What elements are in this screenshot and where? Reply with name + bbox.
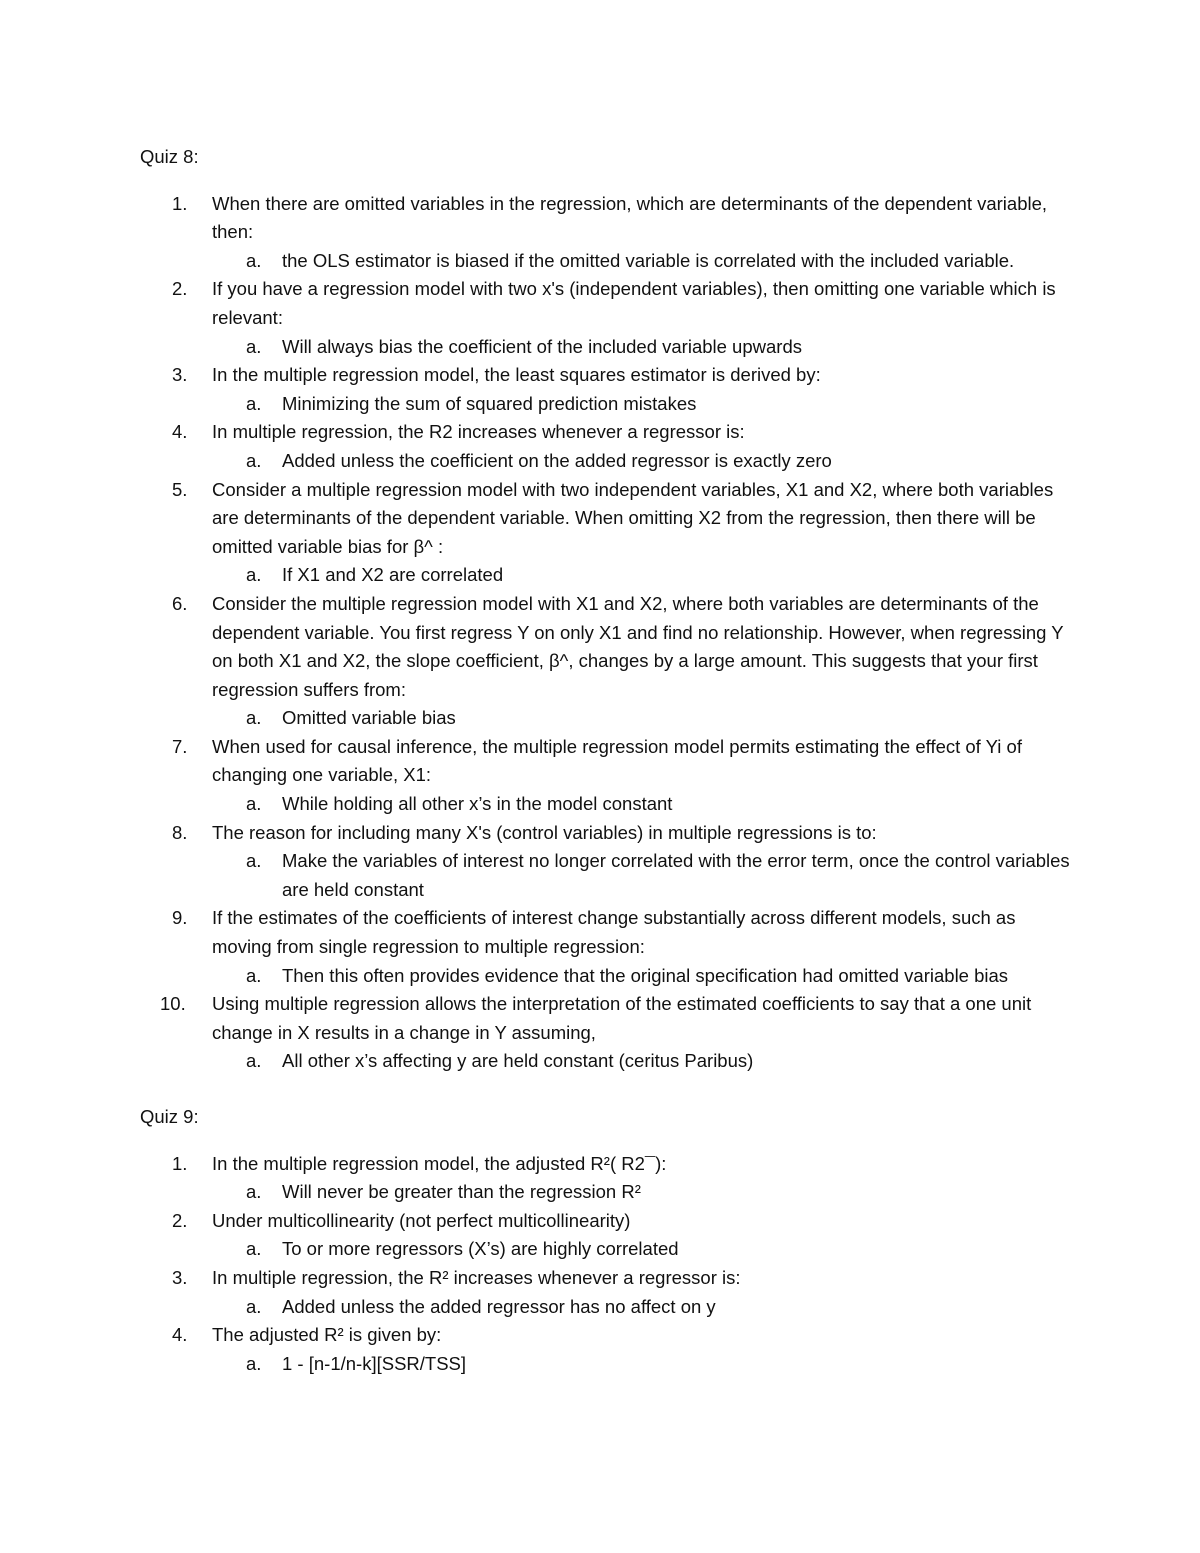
question-item: [140, 190, 1080, 276]
question-item: [140, 275, 1080, 361]
answer-text: Omitted variable bias: [282, 707, 456, 729]
answer-text: Minimizing the sum of squared prediction mistakes: [282, 392, 697, 414]
answer-letter: a.: [246, 850, 262, 872]
question-item: [140, 476, 1080, 590]
question-list: [140, 190, 1080, 1076]
question-number: 2.: [172, 1209, 188, 1231]
question-number: 4.: [172, 421, 188, 443]
answer-letter: a.: [246, 1181, 262, 1203]
question-text: In multiple regression, the R² increases whenever a regressor is:: [212, 1266, 741, 1288]
quiz-section: [140, 143, 1080, 1076]
question-number: 2.: [172, 278, 188, 300]
answer-letter: a.: [246, 1352, 262, 1374]
answer-letter: a.: [246, 249, 262, 271]
answer-text: If X1 and X2 are correlated: [282, 564, 504, 586]
answer-item: [140, 1350, 1080, 1379]
question-number: 3.: [172, 1266, 188, 1288]
question-number: 7.: [172, 735, 188, 757]
answer-item: [140, 962, 1080, 991]
question-item: [140, 733, 1080, 819]
question-number: 5.: [172, 478, 188, 500]
question-text: Consider the multiple regression model with X1 and X2, where both variables are determinants of the dependent variable. You first regress Y on only X1 and find no relationship. However, when regressing Y on both X1 and X2, the slope coefficient, β^, changes by a large amount. This suggests that your first regression suffers from:: [212, 592, 1064, 700]
question-text: In multiple regression, the R2 increases whenever a regressor is:: [212, 421, 745, 443]
answer-item: [140, 704, 1080, 733]
question-text: If you have a regression model with two x's (independent variables), then omitting one variable which is relevant:: [212, 278, 1056, 328]
quiz-title: Quiz 8:: [140, 146, 199, 167]
answer-item: [140, 847, 1080, 904]
answer-letter: a.: [246, 1295, 262, 1317]
answer-text: To or more regressors (X’s) are highly correlated: [282, 1238, 679, 1260]
answer-letter: a.: [246, 1050, 262, 1072]
question-item: [140, 1150, 1080, 1207]
question-item: [140, 361, 1080, 418]
answer-text: the OLS estimator is biased if the omitted variable is correlated with the included variable.: [282, 249, 1015, 271]
answer-item: [140, 247, 1080, 276]
answer-text: Then this often provides evidence that the original specification had omitted variable bias: [282, 964, 1009, 986]
answer-text: Will never be greater than the regression R²: [282, 1181, 641, 1203]
answer-item: [140, 390, 1080, 419]
question-number: 1.: [172, 192, 188, 214]
question-number: 6.: [172, 592, 188, 614]
document-body: [140, 143, 1080, 1378]
answer-letter: a.: [246, 335, 262, 357]
question-text: The reason for including many X's (control variables) in multiple regressions is to:: [212, 821, 877, 843]
question-text: The adjusted R² is given by:: [212, 1324, 442, 1346]
answer-item: [140, 333, 1080, 362]
answer-text: While holding all other x’s in the model constant: [282, 793, 673, 815]
answer-item: [140, 790, 1080, 819]
answer-item: [140, 447, 1080, 476]
answer-item: [140, 1293, 1080, 1322]
answer-letter: a.: [246, 1238, 262, 1260]
answer-text: Added unless the coefficient on the added regressor is exactly zero: [282, 449, 832, 471]
answer-letter: a.: [246, 449, 262, 471]
question-item: [140, 819, 1080, 905]
question-number: 10.: [160, 993, 186, 1015]
quiz-title: Quiz 9:: [140, 1106, 199, 1127]
question-number: 9.: [172, 907, 188, 929]
answer-item: [140, 1235, 1080, 1264]
answer-letter: a.: [246, 707, 262, 729]
answer-letter: a.: [246, 964, 262, 986]
answer-text: Make the variables of interest no longer correlated with the error term, once the control variables are held constant: [282, 850, 1070, 900]
question-item: [140, 904, 1080, 990]
question-text: Consider a multiple regression model with two independent variables, X1 and X2, where both variables are determinants of the dependent variable. When omitting X2 from the regression, then there will be omitted variable bias for β^ :: [212, 478, 1054, 557]
question-text: In the multiple regression model, the least squares estimator is derived by:: [212, 364, 821, 386]
answer-letter: a.: [246, 392, 262, 414]
question-number: 1.: [172, 1152, 188, 1174]
question-item: [140, 1264, 1080, 1321]
question-item: [140, 990, 1080, 1076]
answer-item: [140, 1047, 1080, 1076]
answer-text: Will always bias the coefficient of the included variable upwards: [282, 335, 802, 357]
question-text: If the estimates of the coefficients of interest change substantially across different models, such as moving from single regression to multiple regression:: [212, 907, 1016, 958]
answer-item: [140, 1178, 1080, 1207]
answer-text: 1 - [n-1/n-k][SSR/TSS]: [282, 1352, 467, 1374]
question-item: [140, 1207, 1080, 1264]
question-text: When used for causal inference, the multiple regression model permits estimating the effect of Yi of changing one variable, X1:: [212, 735, 1022, 786]
question-text: Using multiple regression allows the interpretation of the estimated coefficients to say that a one unit change in X results in a change in Y assuming,: [212, 993, 1032, 1043]
question-text: When there are omitted variables in the regression, which are determinants of the dependent variable, then:: [212, 192, 1048, 243]
question-item: [140, 590, 1080, 733]
answer-text: Added unless the added regressor has no affect on y: [282, 1295, 716, 1317]
question-text: Under multicollinearity (not perfect multicollinearity): [212, 1209, 631, 1231]
answer-item: [140, 561, 1080, 590]
question-item: [140, 1321, 1080, 1378]
question-number: 8.: [172, 821, 188, 843]
question-list: [140, 1150, 1080, 1379]
answer-letter: a.: [246, 564, 262, 586]
question-number: 4.: [172, 1324, 188, 1346]
quiz-section: [140, 1103, 1080, 1378]
question-text: In the multiple regression model, the adjusted R²( R2¯):: [212, 1152, 667, 1174]
question-item: [140, 418, 1080, 475]
answer-letter: a.: [246, 793, 262, 815]
answer-text: All other x’s affecting y are held constant (ceritus Paribus): [282, 1050, 754, 1072]
question-number: 3.: [172, 364, 188, 386]
